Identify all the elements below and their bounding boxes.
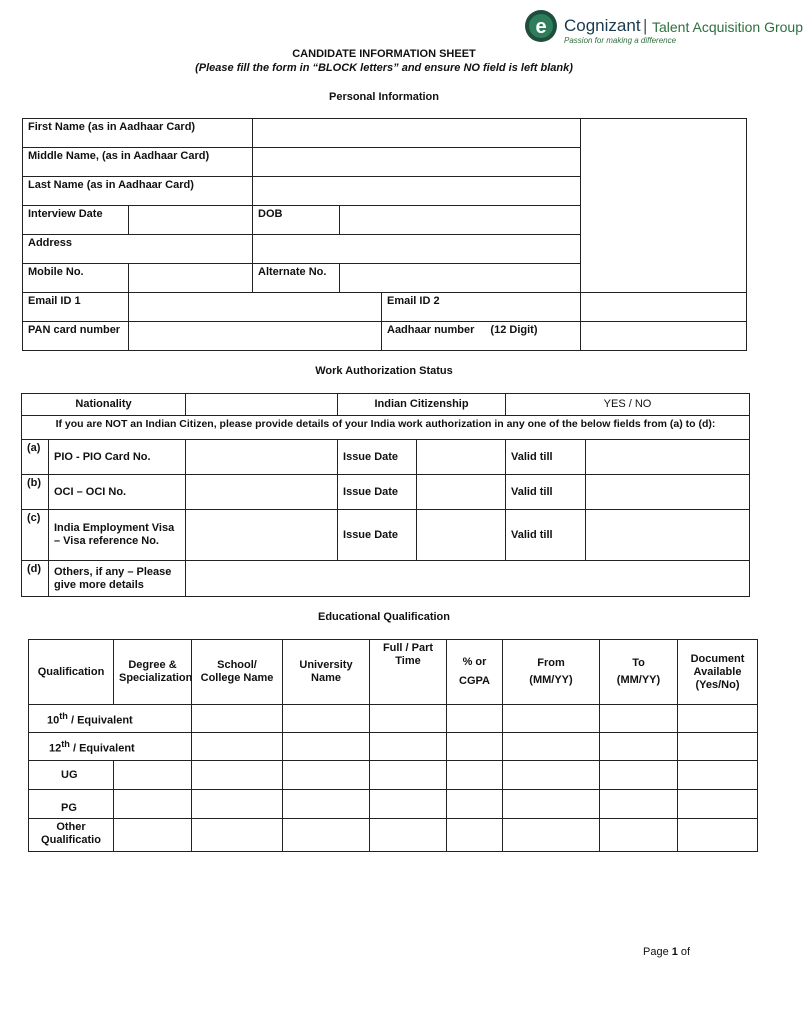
col-time: Full / Part Time [370,640,447,705]
aadhaar-label-text: Aadhaar number [387,324,475,336]
row-b-valid-field[interactable] [586,475,750,510]
row-ug-university[interactable] [283,761,370,790]
row-ug-time[interactable] [370,761,447,790]
row-other-university[interactable] [283,819,370,852]
row-pg-school[interactable] [192,790,283,819]
aadhaar-digits: (12 Digit) [490,324,538,336]
row-pg-university[interactable] [283,790,370,819]
photo-box [581,119,747,293]
last-name-label: Last Name (as in Aadhaar Card) [23,177,253,206]
row-other-from[interactable] [503,819,600,852]
svg-text:e: e [535,16,547,38]
row-b-issue-field[interactable] [417,475,506,510]
row-ug-degree[interactable] [114,761,192,790]
email2-field[interactable] [581,293,747,322]
row-ug-to[interactable] [600,761,678,790]
non-citizen-notice: If you are NOT an Indian Citizen, please provide details of your India work authorization in any one of the below fields from (a) to (d): [22,416,750,440]
row-12th-sup: th [61,738,70,749]
row-c-issue-label: Issue Date [338,510,417,561]
row-other-label: Other Qualificatio [29,819,114,852]
row-10th-university[interactable] [283,705,370,733]
row-a-issue-field[interactable] [417,440,506,475]
row-12th-to[interactable] [600,733,678,761]
row-other-doc[interactable] [678,819,758,852]
row-12th-time[interactable] [370,733,447,761]
citizenship-label: Indian Citizenship [338,394,506,416]
col-doc [678,640,758,705]
row-10th-sup: th [59,710,68,721]
col-qualification: Qualification [29,640,114,705]
row-ug-pct[interactable] [447,761,503,790]
interview-date-field[interactable] [129,206,253,235]
row-10th-pct[interactable] [447,705,503,733]
logo-group: Talent Acquisition Group [652,19,803,35]
middle-name-field[interactable] [253,148,581,177]
col-to-label: To [632,657,645,669]
logo-tagline: Passion for making a difference [564,36,677,45]
cognizant-logo-icon [524,9,558,43]
col-from-format: (MM/YY) [529,674,573,686]
last-name-field[interactable] [253,177,581,206]
row-other-degree[interactable] [114,819,192,852]
row-pg-label: PG [29,790,114,819]
row-c-valid-field[interactable] [586,510,750,561]
row-c-field[interactable] [186,510,338,561]
citizenship-yes-no[interactable]: YES / NO [506,394,750,416]
row-10th-from[interactable] [503,705,600,733]
col-school: School/ College Name [192,640,283,705]
row-10th-doc[interactable] [678,705,758,733]
row-a-letter: (a) [22,440,49,475]
logo-name: Cognizant [564,16,641,35]
first-name-field[interactable] [253,119,581,148]
row-12th-num: 12 [49,742,62,755]
col-doc-yn: (Yes/No) [695,678,740,691]
col-pct-label: % or [462,656,487,668]
personal-heading: Personal Information [328,91,440,103]
mobile-label: Mobile No. [23,264,129,293]
row-12th-university[interactable] [283,733,370,761]
address-label: Address [23,235,253,264]
row-pg-doc[interactable] [678,790,758,819]
alternate-field[interactable] [340,264,581,293]
row-12th-label [29,733,192,761]
logo [524,8,803,48]
email2-label: Email ID 2 [382,293,581,322]
form-title: CANDIDATE INFORMATION SHEET [292,48,476,60]
mobile-field[interactable] [129,264,253,293]
row-c-valid-label: Valid till [506,510,586,561]
interview-date-label: Interview Date [23,206,129,235]
col-to [600,640,678,705]
row-other-to[interactable] [600,819,678,852]
col-from [503,640,600,705]
col-to-format: (MM/YY) [616,674,661,686]
row-b-letter: (b) [22,475,49,510]
row-ug-from[interactable] [503,761,600,790]
col-from-label: From [537,657,565,669]
row-b-label: OCI – OCI No. [49,475,186,510]
col-cgpa-label: CGPA [459,675,490,687]
nationality-field[interactable] [186,394,338,416]
row-10th-rest: / Equivalent [67,714,133,727]
middle-name-label: Middle Name, (as in Aadhaar Card) [23,148,253,177]
form-instructions: (Please fill the form in “BLOCK letters” and ensure NO field is left blank) [195,62,573,74]
nationality-label: Nationality [22,394,186,416]
pan-field[interactable] [129,322,382,351]
row-ug-doc[interactable] [678,761,758,790]
aadhaar-field[interactable] [581,322,747,351]
row-other-time[interactable] [370,819,447,852]
row-12th-pct[interactable] [447,733,503,761]
row-b-field[interactable] [186,475,338,510]
page-footer [643,946,690,958]
col-university: University Name [283,640,370,705]
row-d-field[interactable] [186,561,750,597]
row-10th-time[interactable] [370,705,447,733]
aadhaar-label [382,322,581,351]
page-suffix: of [677,946,691,958]
row-a-field[interactable] [186,440,338,475]
row-c-letter: (c) [22,510,49,561]
row-10th-to[interactable] [600,705,678,733]
row-pg-time[interactable] [370,790,447,819]
row-pg-to[interactable] [600,790,678,819]
pan-label: PAN card number [23,322,129,351]
education-table [28,639,758,852]
row-10th-school[interactable] [192,705,283,733]
dob-field[interactable] [340,206,581,235]
education-heading: Educational Qualification [317,611,451,623]
row-c-issue-field[interactable] [417,510,506,561]
row-other-school[interactable] [192,819,283,852]
row-a-label: PIO - PIO Card No. [49,440,186,475]
row-a-issue-label: Issue Date [338,440,417,475]
col-pct [447,640,503,705]
row-12th-from[interactable] [503,733,600,761]
email1-label: Email ID 1 [23,293,129,322]
logo-divider: | [643,16,648,35]
first-name-label: First Name (as in Aadhaar Card) [23,119,253,148]
email1-field[interactable] [129,293,382,322]
row-12th-doc[interactable] [678,733,758,761]
row-d-label: Others, if any – Please give more details [49,561,186,597]
row-12th-rest: / Equivalent [69,742,135,755]
page-number: 1 [671,946,678,958]
dob-label: DOB [253,206,340,235]
row-12th-school[interactable] [192,733,283,761]
row-d-letter: (d) [22,561,49,597]
alternate-label: Alternate No. [253,264,340,293]
work-heading: Work Authorization Status [315,365,453,377]
row-a-valid-label: Valid till [506,440,586,475]
page-prefix: Page [643,946,672,958]
row-ug-label: UG [29,761,114,790]
col-degree: Degree & Specialization [114,640,192,705]
row-b-issue-label: Issue Date [338,475,417,510]
row-10th-label [29,705,192,733]
row-pg-pct[interactable] [447,790,503,819]
col-doc-label: Document Available [690,652,745,678]
row-b-valid-label: Valid till [506,475,586,510]
row-c-label: India Employment Visa – Visa reference No. [49,510,186,561]
row-other-pct[interactable] [447,819,503,852]
row-pg-degree[interactable] [114,790,192,819]
work-table [21,393,750,597]
row-ug-school[interactable] [192,761,283,790]
row-10th-num: 10 [47,714,60,727]
address-field[interactable] [253,235,581,264]
personal-table [22,118,747,351]
row-a-valid-field[interactable] [586,440,750,475]
row-pg-from[interactable] [503,790,600,819]
